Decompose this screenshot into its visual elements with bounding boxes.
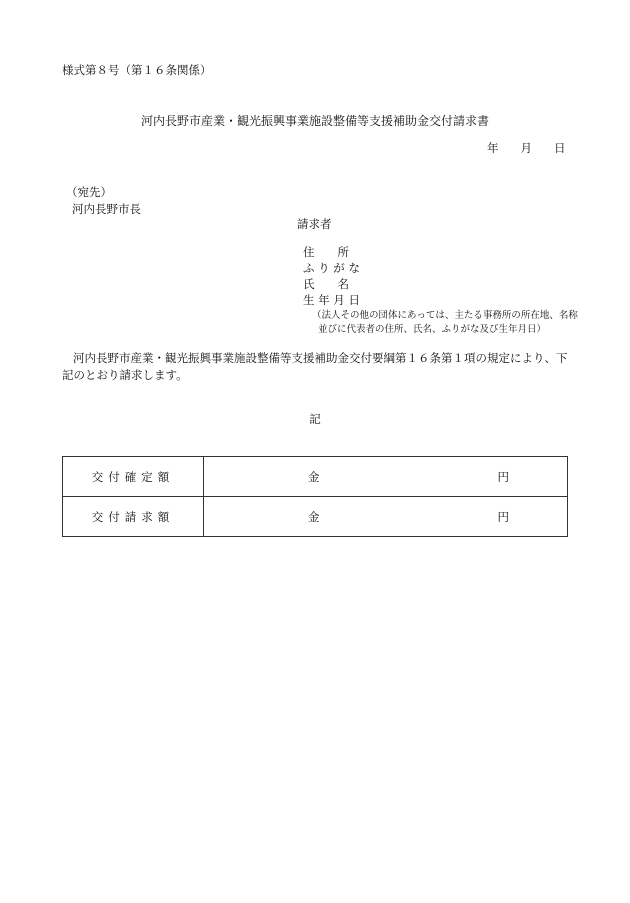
confirmed-amount-value (204, 457, 568, 497)
amounts-table (62, 456, 568, 537)
kin-prefix: 金 (308, 510, 320, 524)
date-day: 日 (554, 141, 566, 155)
addressee-name: 河内長野市長 (72, 202, 141, 216)
claimant-label: 請求者 (297, 217, 332, 231)
name-label: 氏 名 (303, 277, 349, 291)
ki-heading: 記 (309, 412, 321, 426)
addressee-label: （宛先） (66, 185, 112, 199)
document-title: 河内長野市産業・観光振興事業施設整備等支援補助金交付請求書 (140, 114, 489, 128)
yen-suffix: 円 (497, 510, 509, 524)
furigana-label: ふ り が な (303, 261, 360, 275)
corporate-note-line2: 並びに代表者の住所、氏名、ふりがな及び生年月日） (318, 324, 547, 335)
request-statement: 河内長野市産業・観光振興事業施設整備等支援補助金交付要綱第１６条第１項の規定により、下記のとおり請求します。 (62, 351, 568, 382)
kin-prefix: 金 (308, 470, 320, 484)
date-year: 年 (487, 141, 499, 155)
address-label: 住 所 (303, 245, 349, 259)
form-number: 様式第８号（第１６条関係） (62, 63, 212, 77)
requested-amount-label: 交付請求額 (63, 497, 204, 537)
confirmed-amount-label: 交付確定額 (63, 457, 204, 497)
dob-label: 生 年 月 日 (303, 293, 360, 307)
table-row (63, 497, 568, 537)
date-line (487, 140, 566, 156)
yen-suffix: 円 (497, 470, 509, 484)
requested-amount-value (204, 497, 568, 537)
date-month: 月 (520, 141, 532, 155)
corporate-note-line1: （法人その他の団体にあっては、主たる事務所の所在地、名称 (312, 310, 578, 321)
table-row (63, 457, 568, 497)
